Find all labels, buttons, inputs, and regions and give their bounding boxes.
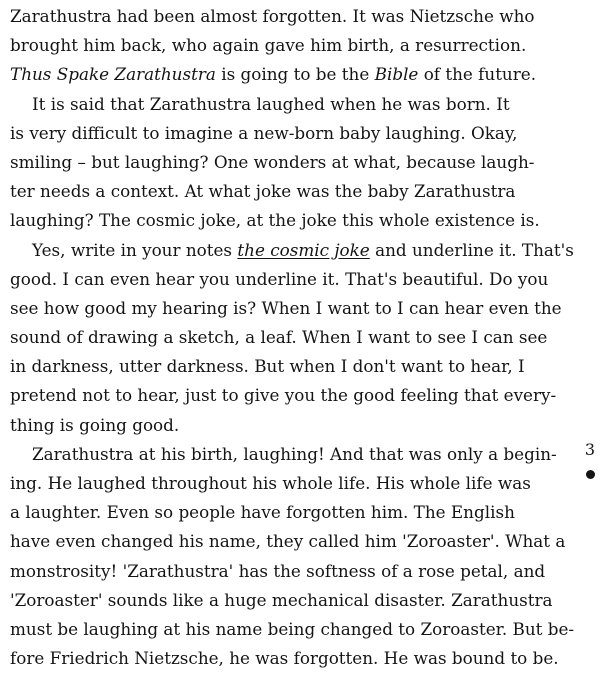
text-line (10, 119, 518, 148)
text-line (10, 411, 496, 440)
text-segment: have even changed his name, they called him 'Zoroaster'. What a (10, 531, 566, 552)
text-segment: laughing? The cosmic joke, at the joke this whole existence is. (10, 210, 540, 231)
text-line (10, 381, 557, 410)
paragraph (10, 440, 575, 673)
text-segment: Zarathustra had been almost forgotten. It was Nietzsche who (10, 6, 535, 26)
text-segment: of the future. (418, 64, 537, 85)
page-number: 3 (584, 440, 596, 459)
text-line (10, 265, 549, 294)
text-segment: It is said that Zarathustra laughed when he was born. It (32, 93, 510, 114)
text-line (10, 31, 527, 60)
text-line (10, 2, 535, 31)
paragraph (10, 2, 537, 90)
text-line (10, 469, 531, 498)
text-line (10, 148, 535, 177)
paragraph (10, 90, 540, 236)
text-segment: brought him back, who again gave him birth, a resurrection. (10, 35, 527, 56)
text-segment: and underline it. That's (369, 239, 574, 260)
text-line (10, 294, 562, 323)
text-line (10, 90, 510, 119)
text-line (10, 236, 574, 265)
body-text (10, 0, 575, 673)
text-segment: good. I can even hear you underline it. That's beautiful. Do you (10, 268, 549, 289)
emphasis-text: Bible (374, 64, 419, 85)
text-segment: thing is going good. (10, 414, 180, 435)
text-line (10, 644, 559, 673)
paragraph (10, 236, 574, 440)
text-segment: pretend not to hear, just to give you the good feeling that every- (10, 385, 557, 406)
text-segment: is very difficult to imagine a new-born baby laughing. Okay, (10, 122, 518, 143)
text-segment: ter needs a context. At what joke was the baby Zarathustra (10, 181, 516, 202)
text-segment: smiling – but laughing? One wonders at what, because laugh- (10, 151, 535, 172)
text-segment: 'Zoroaster' sounds like a huge mechanical disaster. Zarathustra (10, 589, 553, 610)
text-line (10, 60, 537, 89)
emphasis-text: Thus Spake Zarathustra (10, 64, 216, 85)
text-segment: Yes, write in your notes (32, 239, 238, 260)
text-segment: must be laughing at his name being changed to Zoroaster. But be- (10, 618, 575, 639)
text-line (10, 586, 553, 615)
emphasis-text: the cosmic joke (237, 239, 370, 260)
text-line (10, 352, 525, 381)
text-line (10, 440, 557, 469)
margin-marker (583, 440, 597, 479)
text-line (10, 498, 515, 527)
text-line (10, 323, 548, 352)
text-segment: sound of drawing a sketch, a leaf. When I want to see I can see (10, 327, 548, 348)
text-segment: fore Friedrich Nietzsche, he was forgotten. He was bound to be. (10, 648, 559, 669)
text-segment: in darkness, utter darkness. But when I don't want to hear, I (10, 356, 525, 377)
text-segment: Zarathustra at his birth, laughing! And that was only a begin- (32, 443, 557, 464)
text-line (10, 206, 540, 235)
text-segment: see how good my hearing is? When I want to I can hear even the (10, 297, 562, 318)
text-line (10, 177, 516, 206)
text-line (10, 557, 546, 586)
text-line (10, 527, 566, 556)
text-line (10, 615, 575, 644)
bullet-dot-icon (586, 470, 595, 479)
text-segment: a laughter. Even so people have forgotten him. The English (10, 502, 515, 523)
text-segment: monstrosity! 'Zarathustra' has the softness of a rose petal, and (10, 560, 546, 581)
text-segment: ing. He laughed throughout his whole life. His whole life was (10, 473, 531, 493)
text-segment: is going to be the (215, 64, 375, 85)
